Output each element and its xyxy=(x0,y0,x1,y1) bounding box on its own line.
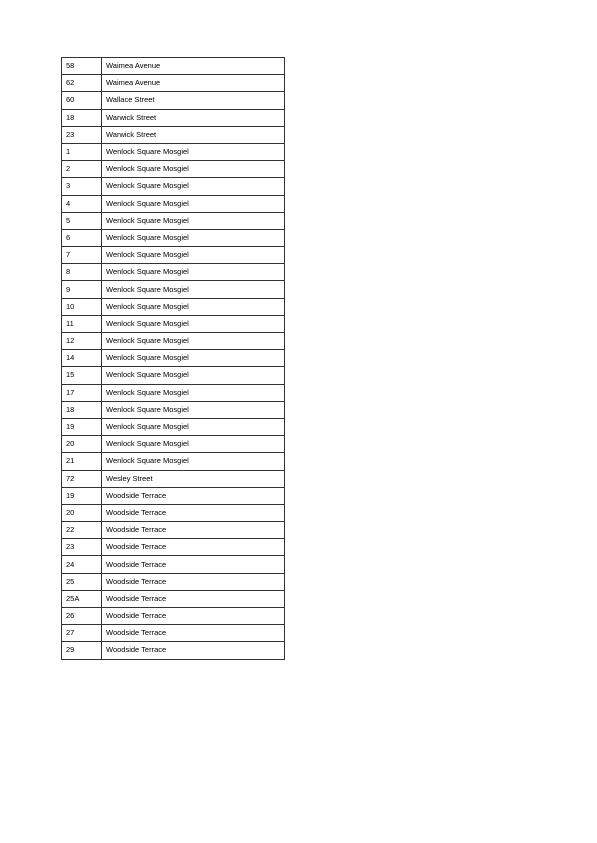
table-row xyxy=(62,539,285,556)
street-name-cell: Wenlock Square Mosgiel xyxy=(102,195,285,212)
table-row xyxy=(62,522,285,539)
address-table xyxy=(61,57,285,660)
street-name-cell: Woodside Terrace xyxy=(102,625,285,642)
street-number-cell: 6 xyxy=(62,229,102,246)
street-number-cell: 12 xyxy=(62,333,102,350)
street-name-cell: Wenlock Square Mosgiel xyxy=(102,333,285,350)
street-name-cell: Wenlock Square Mosgiel xyxy=(102,350,285,367)
street-number-cell: 17 xyxy=(62,384,102,401)
table-row xyxy=(62,75,285,92)
street-name-cell: Woodside Terrace xyxy=(102,573,285,590)
street-name-cell: Warwick Street xyxy=(102,109,285,126)
street-number-cell: 22 xyxy=(62,522,102,539)
address-table-body xyxy=(62,58,285,660)
table-row xyxy=(62,436,285,453)
street-name-cell: Woodside Terrace xyxy=(102,590,285,607)
street-name-cell: Wenlock Square Mosgiel xyxy=(102,453,285,470)
street-name-cell: Woodside Terrace xyxy=(102,522,285,539)
street-number-cell: 23 xyxy=(62,539,102,556)
table-row xyxy=(62,401,285,418)
table-row xyxy=(62,126,285,143)
street-name-cell: Wenlock Square Mosgiel xyxy=(102,315,285,332)
street-number-cell: 20 xyxy=(62,504,102,521)
street-name-cell: Warwick Street xyxy=(102,126,285,143)
street-name-cell: Wenlock Square Mosgiel xyxy=(102,143,285,160)
table-row xyxy=(62,212,285,229)
street-name-cell: Woodside Terrace xyxy=(102,504,285,521)
table-row xyxy=(62,384,285,401)
street-name-cell: Wenlock Square Mosgiel xyxy=(102,436,285,453)
street-number-cell: 5 xyxy=(62,212,102,229)
street-number-cell: 60 xyxy=(62,92,102,109)
table-row xyxy=(62,58,285,75)
table-row xyxy=(62,590,285,607)
street-name-cell: Wenlock Square Mosgiel xyxy=(102,401,285,418)
street-name-cell: Waimea Avenue xyxy=(102,75,285,92)
street-number-cell: 29 xyxy=(62,642,102,659)
street-number-cell: 9 xyxy=(62,281,102,298)
street-name-cell: Wenlock Square Mosgiel xyxy=(102,298,285,315)
street-name-cell: Wenlock Square Mosgiel xyxy=(102,264,285,281)
table-row xyxy=(62,247,285,264)
street-number-cell: 7 xyxy=(62,247,102,264)
table-row xyxy=(62,229,285,246)
table-row xyxy=(62,470,285,487)
table-row xyxy=(62,625,285,642)
table-row xyxy=(62,487,285,504)
street-number-cell: 58 xyxy=(62,58,102,75)
table-row xyxy=(62,573,285,590)
street-name-cell: Wenlock Square Mosgiel xyxy=(102,212,285,229)
street-number-cell: 27 xyxy=(62,625,102,642)
table-row xyxy=(62,333,285,350)
street-number-cell: 23 xyxy=(62,126,102,143)
table-row xyxy=(62,195,285,212)
street-number-cell: 10 xyxy=(62,298,102,315)
table-row xyxy=(62,315,285,332)
street-number-cell: 19 xyxy=(62,487,102,504)
street-name-cell: Wenlock Square Mosgiel xyxy=(102,367,285,384)
table-row xyxy=(62,281,285,298)
street-name-cell: Woodside Terrace xyxy=(102,608,285,625)
street-number-cell: 25 xyxy=(62,573,102,590)
table-row xyxy=(62,367,285,384)
table-row xyxy=(62,109,285,126)
street-number-cell: 2 xyxy=(62,161,102,178)
street-name-cell: Waimea Avenue xyxy=(102,58,285,75)
table-row xyxy=(62,350,285,367)
street-number-cell: 19 xyxy=(62,418,102,435)
table-row xyxy=(62,92,285,109)
table-row xyxy=(62,161,285,178)
table-row xyxy=(62,504,285,521)
table-row xyxy=(62,556,285,573)
street-number-cell: 62 xyxy=(62,75,102,92)
street-name-cell: Wallace Street xyxy=(102,92,285,109)
street-number-cell: 24 xyxy=(62,556,102,573)
table-row xyxy=(62,453,285,470)
street-name-cell: Wenlock Square Mosgiel xyxy=(102,161,285,178)
street-number-cell: 14 xyxy=(62,350,102,367)
street-number-cell: 18 xyxy=(62,401,102,418)
street-name-cell: Wenlock Square Mosgiel xyxy=(102,418,285,435)
table-row xyxy=(62,298,285,315)
street-name-cell: Woodside Terrace xyxy=(102,556,285,573)
street-name-cell: Woodside Terrace xyxy=(102,539,285,556)
table-row xyxy=(62,642,285,659)
table-row xyxy=(62,608,285,625)
table-row xyxy=(62,418,285,435)
street-number-cell: 4 xyxy=(62,195,102,212)
street-number-cell: 18 xyxy=(62,109,102,126)
street-number-cell: 26 xyxy=(62,608,102,625)
street-number-cell: 20 xyxy=(62,436,102,453)
street-name-cell: Wenlock Square Mosgiel xyxy=(102,281,285,298)
street-name-cell: Woodside Terrace xyxy=(102,642,285,659)
street-number-cell: 8 xyxy=(62,264,102,281)
street-number-cell: 72 xyxy=(62,470,102,487)
street-number-cell: 21 xyxy=(62,453,102,470)
street-number-cell: 11 xyxy=(62,315,102,332)
table-row xyxy=(62,178,285,195)
street-number-cell: 1 xyxy=(62,143,102,160)
street-number-cell: 25A xyxy=(62,590,102,607)
table-row xyxy=(62,143,285,160)
street-number-cell: 3 xyxy=(62,178,102,195)
table-row xyxy=(62,264,285,281)
street-name-cell: Wenlock Square Mosgiel xyxy=(102,247,285,264)
street-name-cell: Wenlock Square Mosgiel xyxy=(102,178,285,195)
street-number-cell: 15 xyxy=(62,367,102,384)
street-name-cell: Wenlock Square Mosgiel xyxy=(102,229,285,246)
street-name-cell: Wesley Street xyxy=(102,470,285,487)
street-name-cell: Wenlock Square Mosgiel xyxy=(102,384,285,401)
street-name-cell: Woodside Terrace xyxy=(102,487,285,504)
